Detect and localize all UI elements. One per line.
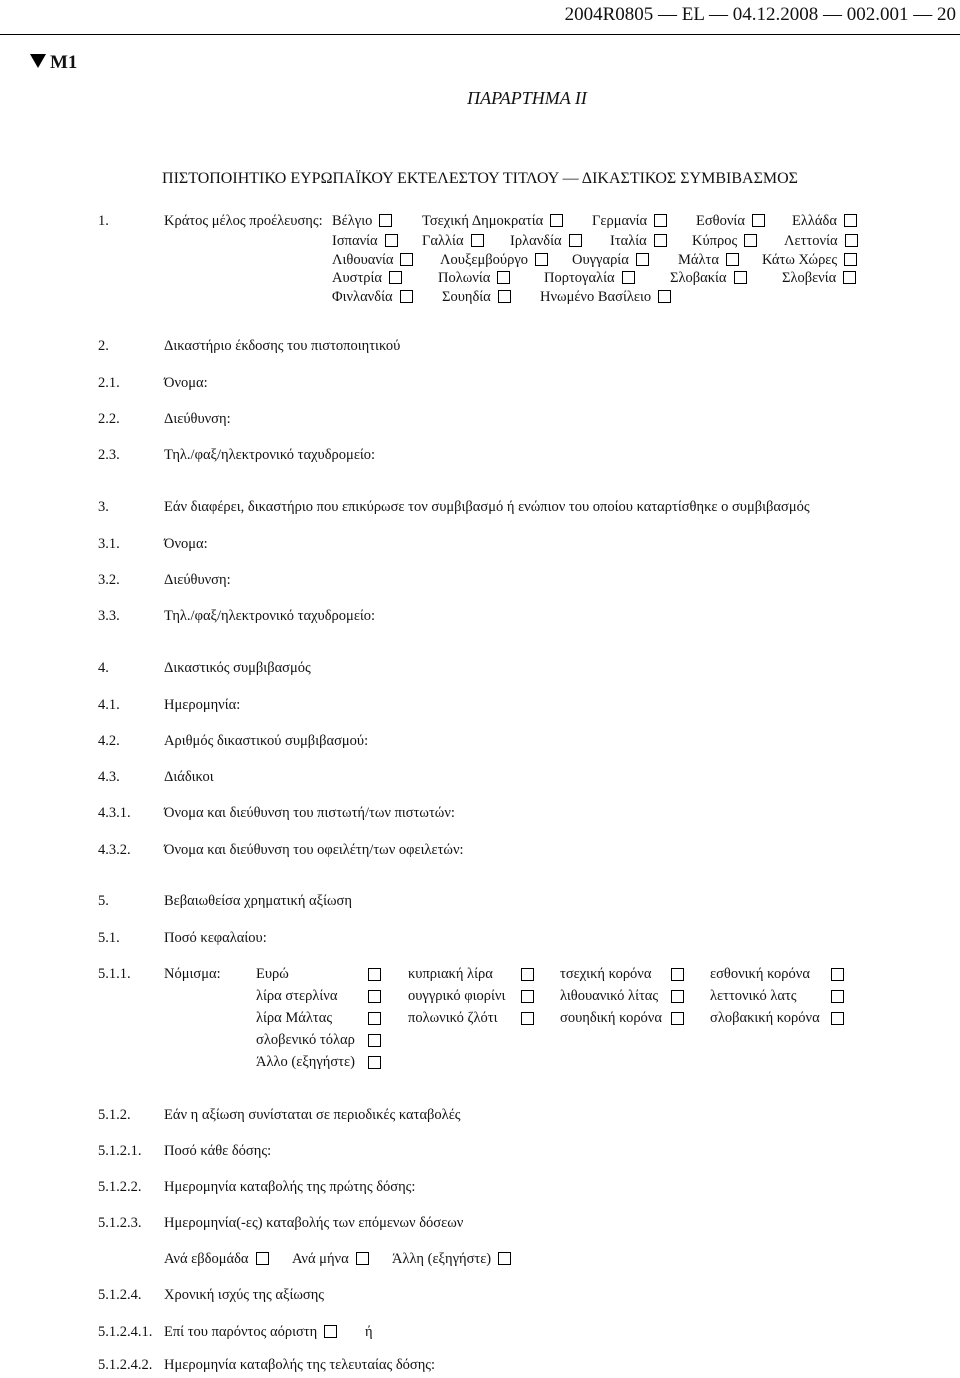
item-text: Όνομα: <box>164 375 208 391</box>
currency-option-label: λιθουανικό λίτας <box>560 988 659 1004</box>
item-number: 4.3.2. <box>98 842 131 858</box>
country-option[interactable]: Αυστρία <box>332 270 402 287</box>
item-text: Εάν η αξίωση συνίσταται σε περιοδικές καταβολές <box>164 1107 461 1123</box>
currency-option-label: ουγγρικό φιορίνι <box>408 988 506 1004</box>
document-header: 2004R0805 — EL — 04.12.2008 — 002.001 — 20 <box>564 4 956 25</box>
item-text: Τηλ./φαξ/ηλεκτρονικό ταχυδρομείο: <box>164 608 376 624</box>
checkbox[interactable] <box>845 234 858 247</box>
item-number: 3.3. <box>98 608 120 624</box>
checkbox[interactable] <box>844 214 857 227</box>
checkbox[interactable] <box>831 990 844 1003</box>
country-option[interactable]: Εσθονία <box>696 213 765 230</box>
item-text: Ημερομηνία: <box>164 697 241 713</box>
checkbox[interactable] <box>654 214 667 227</box>
checkbox[interactable] <box>497 271 510 284</box>
amendment-label: M1 <box>50 52 78 73</box>
or-text: ή <box>365 1324 373 1340</box>
checkbox[interactable] <box>622 271 635 284</box>
checkbox[interactable] <box>844 253 857 266</box>
country-option[interactable]: Μάλτα <box>678 252 739 269</box>
checkbox[interactable] <box>385 234 398 247</box>
item-number: 3.1. <box>98 536 120 552</box>
country-option[interactable]: Πορτογαλία <box>544 270 635 287</box>
checkbox[interactable] <box>471 234 484 247</box>
checkbox[interactable] <box>636 253 649 266</box>
country-option[interactable]: Βέλγιο <box>332 213 392 230</box>
item-text: Διεύθυνση: <box>164 411 231 427</box>
item-text: Χρονική ισχύς της αξίωσης <box>164 1287 325 1303</box>
item-text: Δικαστικός συμβιβασμός <box>164 660 311 676</box>
item-number: 4.3.1. <box>98 805 131 821</box>
item-number: 5.1.2.2. <box>98 1179 142 1195</box>
amendment-marker <box>30 52 77 74</box>
annex-title: ΠΑΡΑΡΤΗΜΑ II <box>467 88 587 108</box>
item-number: 2.1. <box>98 375 120 391</box>
checkbox[interactable] <box>734 271 747 284</box>
checkbox[interactable] <box>831 1012 844 1025</box>
item-number: 4. <box>98 660 109 676</box>
frequency-option[interactable]: Άλλη (εξηγήστε) <box>392 1251 511 1268</box>
item-text: Ημερομηνία καταβολής της πρώτης δόσης: <box>164 1179 416 1195</box>
currency-option-label: σλοβενικό τόλαρ <box>256 1032 355 1048</box>
checkbox[interactable] <box>744 234 757 247</box>
item-number: 3. <box>98 499 109 515</box>
checkbox[interactable] <box>569 234 582 247</box>
currency-option-label: λίρα στερλίνα <box>256 988 338 1004</box>
checkbox[interactable] <box>379 214 392 227</box>
checkbox[interactable] <box>368 1034 381 1047</box>
item-number: 5.1.1. <box>98 966 131 982</box>
item-number: 2.3. <box>98 447 120 463</box>
checkbox[interactable] <box>389 271 402 284</box>
currency-option-label: λεττονικό λατς <box>710 988 797 1004</box>
checkbox[interactable] <box>368 968 381 981</box>
item-number: 5.1.2.3. <box>98 1215 142 1231</box>
checkbox[interactable] <box>726 253 739 266</box>
item-text: Εάν διαφέρει, δικαστήριο που επικύρωσε τον συμβιβασμό ή ενώπιον του οποίου καταρτίσθηκε ο συμβιβασμός <box>164 499 810 515</box>
checkbox[interactable] <box>368 990 381 1003</box>
item-text: Δικαστήριο έκδοσης του πιστοποιητικού <box>164 338 401 354</box>
item-number: 3.2. <box>98 572 120 588</box>
checkbox[interactable] <box>356 1252 369 1265</box>
item-text: Βεβαιωθείσα χρηματική αξίωση <box>164 893 352 909</box>
checkbox[interactable] <box>671 990 684 1003</box>
item-text: Αριθμός δικαστικού συμβιβασμού: <box>164 733 369 749</box>
currency-option-label: σλοβακική κορόνα <box>710 1010 820 1026</box>
checkbox[interactable] <box>550 214 563 227</box>
country-option[interactable]: Ισπανία <box>332 233 398 250</box>
checkbox[interactable] <box>654 234 667 247</box>
item-number: 5.1.2.4.2. <box>98 1357 153 1373</box>
checkbox[interactable] <box>400 253 413 266</box>
item-number: 5.1.2. <box>98 1107 131 1123</box>
currency-option-label: τσεχική κορόνα <box>560 966 652 982</box>
currency-label: Νόμισμα: <box>164 966 221 982</box>
checkbox[interactable] <box>256 1252 269 1265</box>
item-number: 5.1.2.4. <box>98 1287 142 1303</box>
country-option[interactable]: Τσεχική Δημοκρατία <box>422 213 563 230</box>
currency-option-label: κυπριακή λίρα <box>408 966 493 982</box>
checkbox[interactable] <box>368 1012 381 1025</box>
checkbox[interactable] <box>498 1252 511 1265</box>
checkbox[interactable] <box>324 1325 337 1338</box>
checkbox[interactable] <box>400 290 413 303</box>
currency-option-label: λίρα Μάλτας <box>256 1010 333 1026</box>
item-text: Ποσό κάθε δόσης: <box>164 1143 272 1159</box>
checkbox[interactable] <box>671 1012 684 1025</box>
country-option[interactable]: Γαλλία <box>422 233 484 250</box>
item-text: Τηλ./φαξ/ηλεκτρονικό ταχυδρομείο: <box>164 447 376 463</box>
item-number: 4.1. <box>98 697 120 713</box>
country-option[interactable]: Ηνωμένο Βασίλειο <box>540 289 671 306</box>
checkbox[interactable] <box>521 1012 534 1025</box>
country-option[interactable]: Ιρλανδία <box>510 233 582 250</box>
checkbox[interactable] <box>752 214 765 227</box>
checkbox[interactable] <box>368 1056 381 1069</box>
item-number: 5.1. <box>98 930 120 946</box>
item-text: Όνομα και διεύθυνση του οφειλέτη/των οφειλετών: <box>164 842 464 858</box>
item-text: Ποσό κεφαλαίου: <box>164 930 267 946</box>
checkbox[interactable] <box>498 290 511 303</box>
item-number: 5.1.2.4.1. <box>98 1324 153 1340</box>
checkbox[interactable] <box>831 968 844 981</box>
currency-option-label: Ευρώ <box>256 966 289 982</box>
country-option[interactable]: Σλοβενία <box>782 270 856 287</box>
country-option[interactable]: Ελλάδα <box>792 213 857 230</box>
item-text: Όνομα και διεύθυνση του πιστωτή/των πιστωτών: <box>164 805 455 821</box>
checkbox[interactable] <box>521 968 534 981</box>
item-text: Διεύθυνση: <box>164 572 231 588</box>
country-option[interactable]: Κύπρος <box>692 233 757 250</box>
currency-option-label: εσθονική κορόνα <box>710 966 810 982</box>
item-number: 5.1.2.1. <box>98 1143 142 1159</box>
item-number: 4.2. <box>98 733 120 749</box>
country-option[interactable]: Σουηδία <box>442 289 511 306</box>
indefinite-option[interactable]: Επί του παρόντος αόριστη <box>164 1324 337 1341</box>
checkbox[interactable] <box>843 271 856 284</box>
country-option[interactable]: Γερμανία <box>592 213 667 230</box>
checkbox[interactable] <box>521 990 534 1003</box>
item-text: Όνομα: <box>164 536 208 552</box>
checkbox[interactable] <box>671 968 684 981</box>
country-option[interactable]: Λεττονία <box>784 233 858 250</box>
country-option[interactable]: Φινλανδία <box>332 289 413 306</box>
item-number: 2. <box>98 338 109 354</box>
item-number: 5. <box>98 893 109 909</box>
checkbox[interactable] <box>658 290 671 303</box>
item-text: Ημερομηνία(-ες) καταβολής των επόμενων δόσεων <box>164 1215 464 1231</box>
item-number: 4.3. <box>98 769 120 785</box>
country-option[interactable]: Λουξεμβούργο <box>440 252 548 269</box>
country-option[interactable]: Πολωνία <box>438 270 510 287</box>
item-number: 2.2. <box>98 411 120 427</box>
currency-option-label: πολωνικό ζλότι <box>408 1010 498 1026</box>
frequency-option[interactable]: Ανά μήνα <box>292 1251 369 1268</box>
triangle-icon <box>30 54 46 68</box>
item-text: Ημερομηνία καταβολής της τελευταίας δόσης: <box>164 1357 436 1373</box>
item-text: Διάδικοι <box>164 769 214 785</box>
certificate-title: ΠΙΣΤΟΠΟΙΗΤΙΚΟ ΕΥΡΩΠΑΪΚΟΥ ΕΚΤΕΛΕΣΤΟΥ ΤΙΤΛΟΥ — ΔΙΚΑΣΤΙΚΟΣ ΣΥΜΒΙΒΑΣΜΟΣ <box>162 170 798 187</box>
currency-option-label: Άλλο (εξηγήστε) <box>256 1054 355 1070</box>
country-option[interactable]: Λιθουανία <box>332 252 413 269</box>
currency-option-label: σουηδική κορόνα <box>560 1010 662 1026</box>
country-option[interactable]: Σλοβακία <box>670 270 747 287</box>
country-option[interactable]: Ουγγαρία <box>572 252 649 269</box>
header-rule <box>0 34 960 35</box>
frequency-option[interactable]: Ανά εβδομάδα <box>164 1251 269 1268</box>
country-option[interactable]: Ιταλία <box>610 233 667 250</box>
country-option[interactable]: Κάτω Χώρες <box>762 252 857 269</box>
checkbox[interactable] <box>535 253 548 266</box>
section-label: Κράτος μέλος προέλευσης: <box>164 213 323 229</box>
section-number: 1. <box>98 213 109 229</box>
